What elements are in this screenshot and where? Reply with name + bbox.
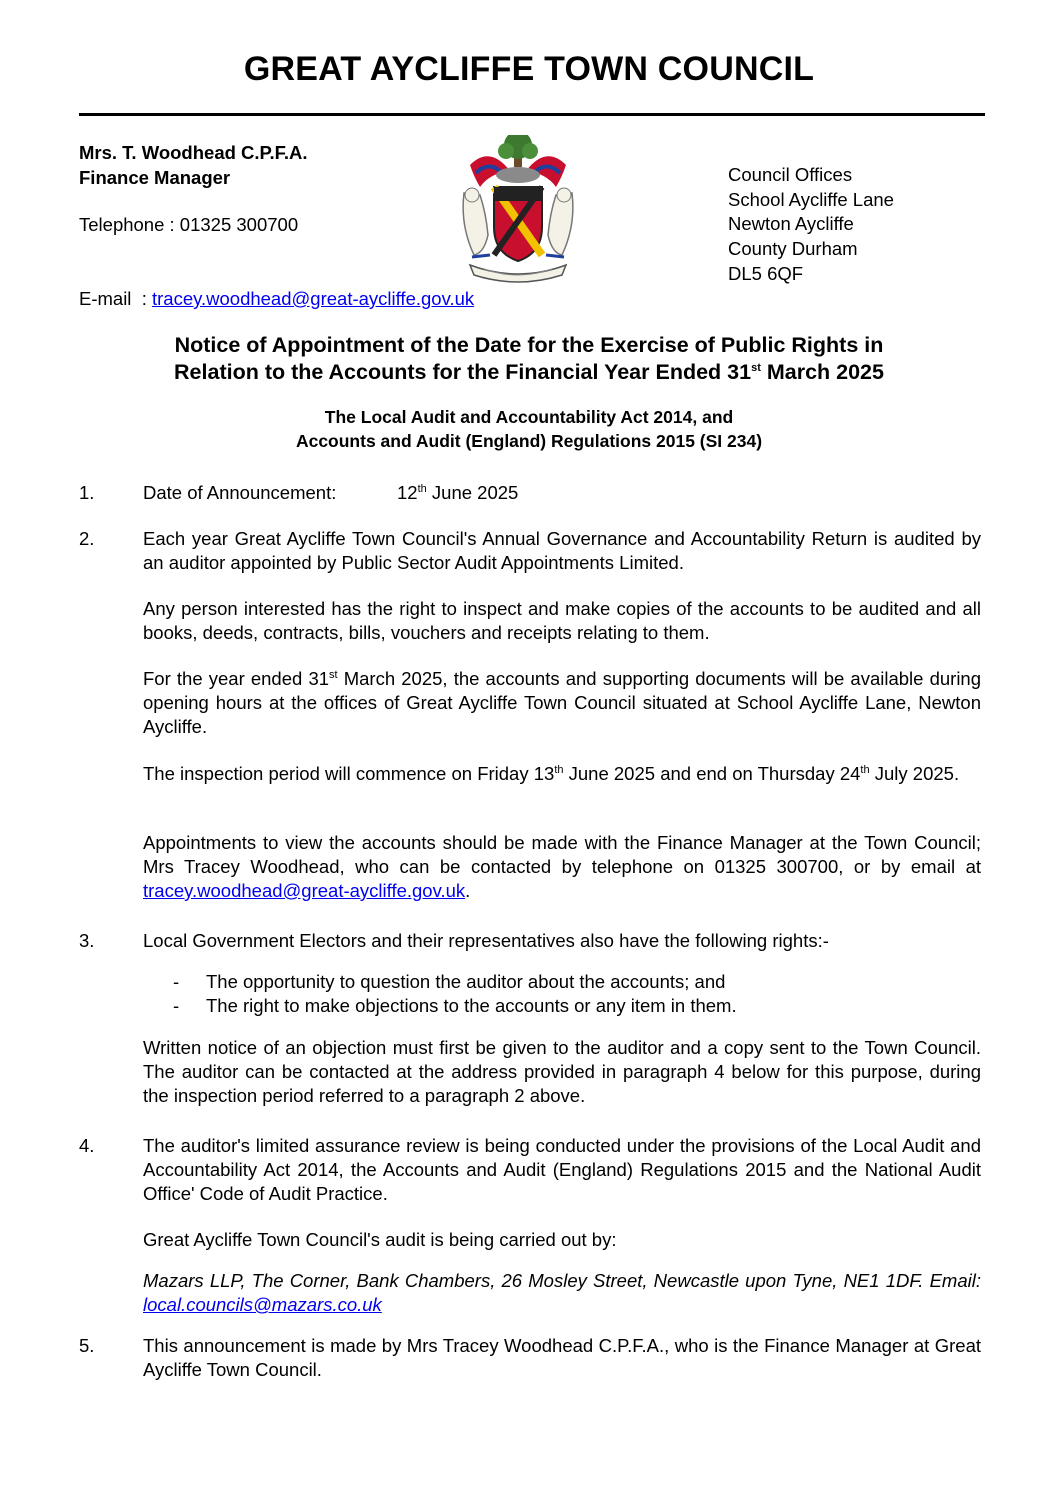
finance-email-link[interactable]: tracey.woodhead@great-aycliffe.gov.uk (143, 880, 466, 901)
paragraph-2d: The inspection period will commence on Friday 13th June 2025 and end on Thursday 24th July 2025. (143, 763, 960, 784)
item-number-1: 1. (79, 482, 95, 503)
item-number-5: 5. (79, 1335, 95, 1356)
bullet-marker-2: - (173, 995, 180, 1016)
legislation-reference (0, 405, 1058, 453)
address-line-3: Newton Aycliffe (728, 213, 854, 234)
paragraph-2e: Appointments to view the accounts should be made with the Finance Manager at the Town Council; Mrs Tracey Woodhead, who can be contacted by telephone on 01325 300700, or by email at tracey.woodhead@great-aycliffe.gov.uk. (143, 832, 981, 901)
officer-name: Mrs. T. Woodhead C.P.F.A. (79, 142, 308, 163)
paragraph-3b: Written notice of an objection must first be given to the auditor and a copy sent to the Town Council. The auditor can be contacted at the address provided in paragraph 4 below for this purpose, during the inspection period referred to a paragraph 2 above. (143, 1037, 981, 1106)
address-line-4: County Durham (728, 238, 858, 259)
email-line (79, 286, 474, 311)
officer-title: Finance Manager (79, 167, 231, 188)
paragraph-5: This announcement is made by Mrs Tracey Woodhead C.P.F.A., who is the Finance Manager at Great Aycliffe Town Council. (143, 1335, 981, 1380)
council-crest-logo (450, 135, 586, 285)
item-number-3: 3. (79, 930, 95, 951)
paragraph-2a: Each year Great Aycliffe Town Council's Annual Governance and Accountability Return is audited by an auditor appointed by Public Sector Audit Appointments Limited. (143, 528, 981, 573)
item-number-2: 2. (79, 528, 95, 549)
act-line-2: Accounts and Audit (England) Regulations 2015 (SI 234) (295, 431, 763, 451)
bullet-marker-1: - (173, 971, 180, 992)
bullet-1: The opportunity to question the auditor about the accounts; and (206, 971, 726, 992)
notice-title-line-2: Relation to the Accounts for the Financial Year Ended 31st March 2025 (174, 360, 884, 384)
email-link[interactable]: tracey.woodhead@great-aycliffe.gov.uk (151, 288, 475, 309)
paragraph-2b: Any person interested has the right to inspect and make copies of the accounts to be audited and all books, deeds, contracts, bills, vouchers and receipts relating to them. (143, 598, 981, 643)
paragraph-3: Local Government Electors and their representatives also have the following rights:- (143, 930, 829, 951)
auditor-email-link[interactable]: local.councils@mazars.co.uk (143, 1294, 382, 1315)
announcement-date: 12th June 2025 (397, 482, 519, 503)
item-number-4: 4. (79, 1135, 95, 1156)
paragraph-4b: Great Aycliffe Town Council's audit is being carried out by: (143, 1229, 617, 1250)
paragraph-4: The auditor's limited assurance review is being conducted under the provisions of the Local Audit and Accountability Act 2014, the Accounts and Audit (England) Regulations 2015 and the National Audit Office' Code of Audit Practice. (143, 1135, 981, 1204)
address-line-5: DL5 6QF (728, 263, 804, 284)
paragraph-2c: For the year ended 31st March 2025, the accounts and supporting documents will be available during opening hours at the offices of Great Aycliffe Town Council situated at School Aycliffe Lane, Newton Aycliffe. (143, 668, 982, 737)
council-name: GREAT AYCLIFFE TOWN COUNCIL (243, 50, 815, 88)
notice-title (0, 332, 1058, 386)
header-divider (79, 113, 985, 116)
bullet-2: The right to make objections to the accounts or any item in them. (206, 995, 737, 1016)
email-label: E-mail : (79, 288, 152, 309)
announcement-label: Date of Announcement: (143, 482, 337, 503)
telephone: Telephone : 01325 300700 (79, 214, 299, 235)
address-line-1: Council Offices (728, 164, 853, 185)
notice-title-line-1: Notice of Appointment of the Date for the Exercise of Public Rights in (174, 333, 884, 357)
auditor-address: Mazars LLP, The Corner, Bank Chambers, 26 Mosley Street, Newcastle upon Tyne, NE1 1DF. Email: local.councils@mazars.co.uk (143, 1270, 981, 1315)
address-line-2: School Aycliffe Lane (728, 189, 894, 210)
act-line-1: The Local Audit and Accountability Act 2014, and (324, 407, 734, 427)
